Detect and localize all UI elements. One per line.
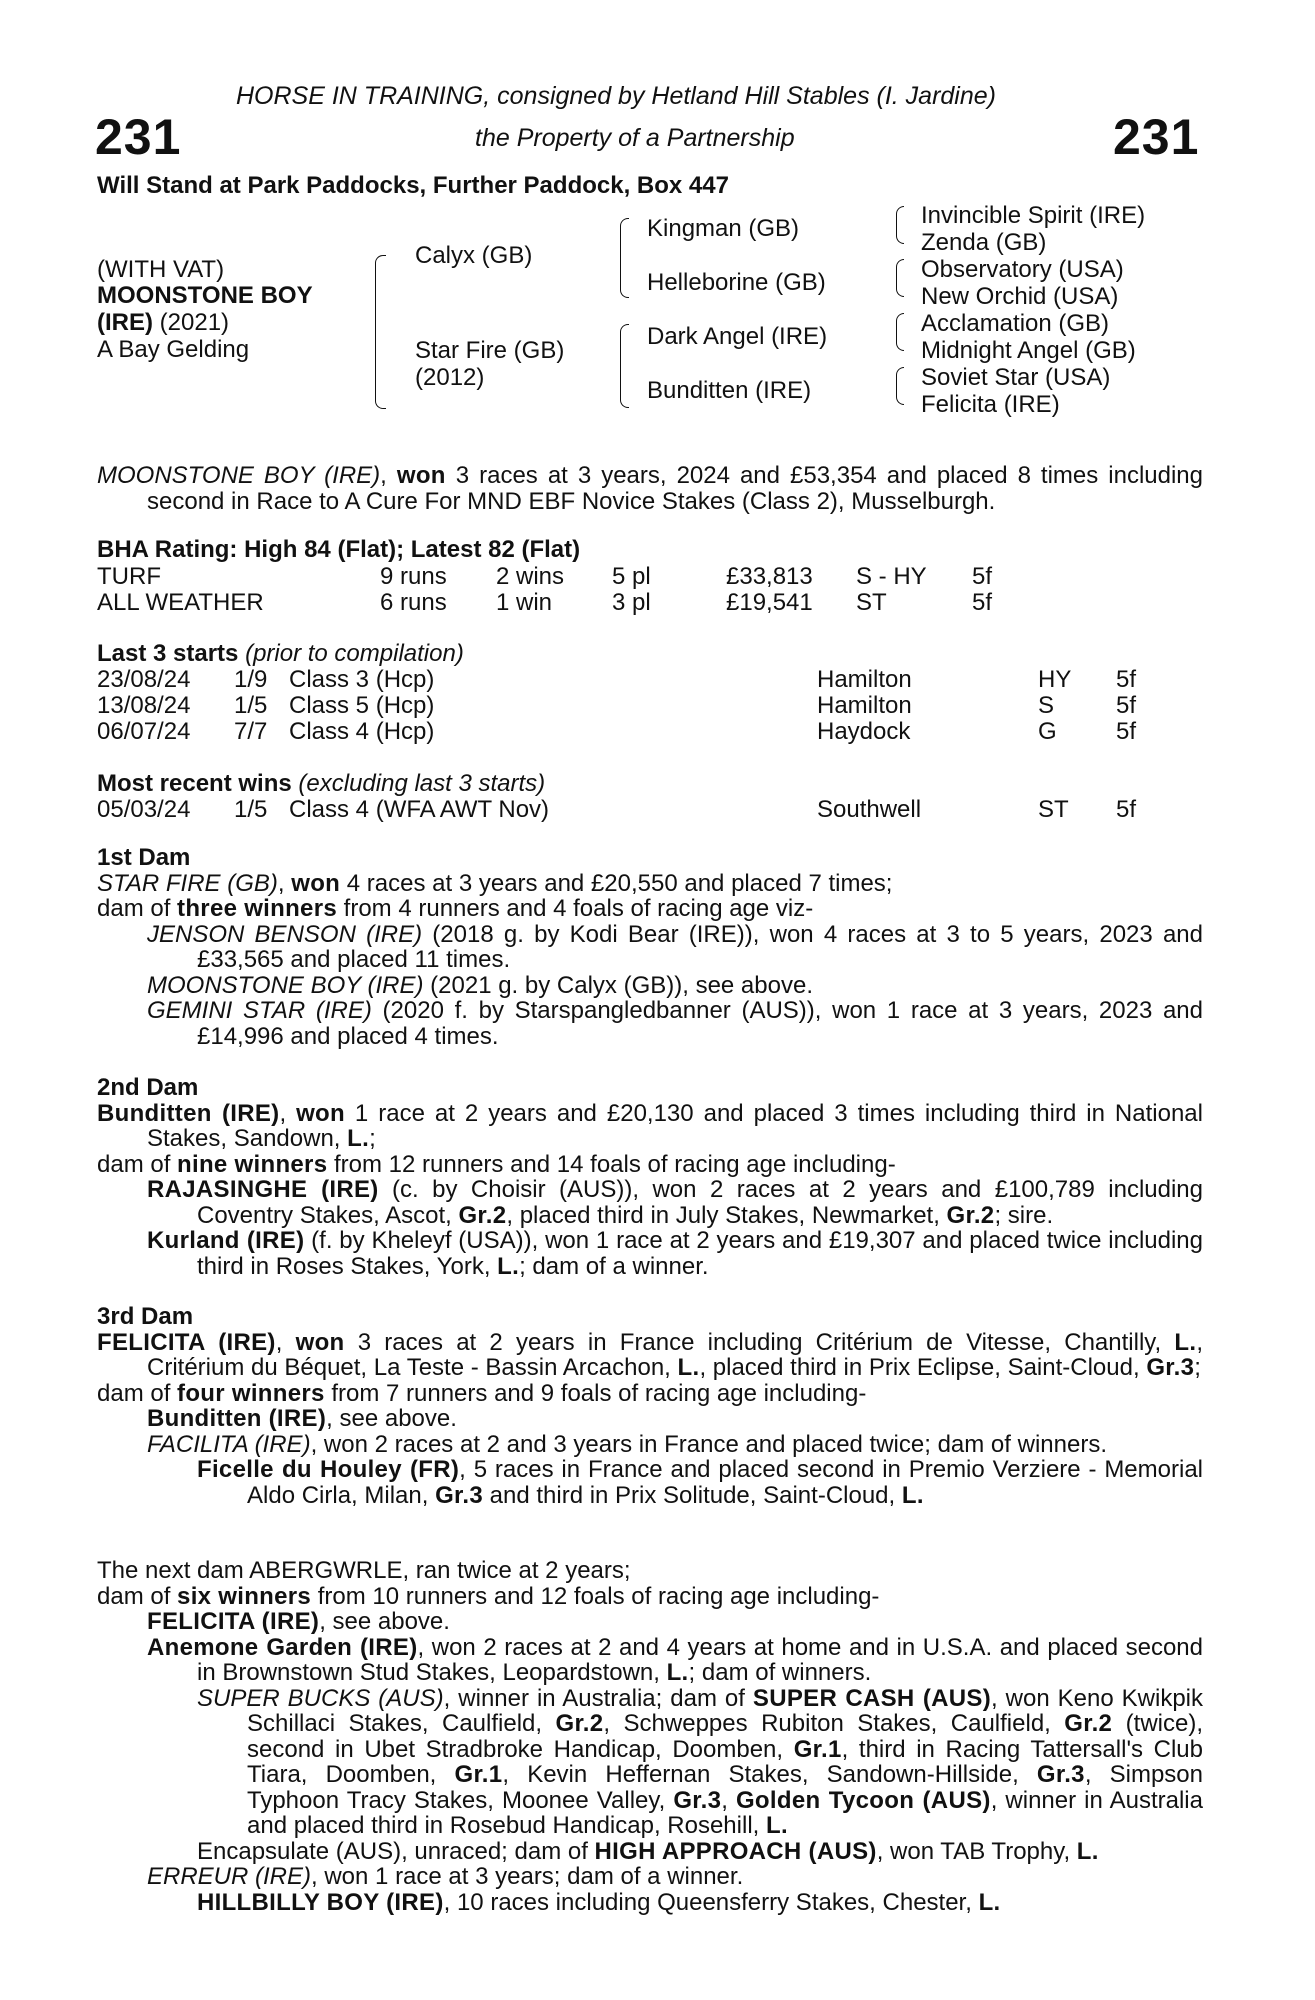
win-class: Class 4 (WFA AWT Nov)	[289, 796, 550, 823]
start-class: Class 4 (Hcp)	[289, 718, 435, 745]
progeny-name: SUPER BUCKS (AUS)	[197, 1684, 444, 1712]
progeny-details: , won 2 races at 2 and 3 years in France and placed twice; dam of winners.	[310, 1430, 1107, 1458]
progeny-item	[97, 922, 1203, 973]
third-dam-record: 3 races at 2 years in France including Critérium de Vitesse, Chantilly,	[344, 1328, 1175, 1356]
g4-8: Felicita (IRE)	[921, 391, 1060, 418]
pedigree-brace-sire	[620, 218, 629, 298]
start-date: 13/08/24	[97, 692, 191, 719]
first-dam-won: won	[291, 869, 341, 897]
summary-sep: ,	[380, 462, 397, 489]
first-dam-record: 4 races at 3 years and £20,550 and placed 7 times;	[340, 869, 893, 897]
vat-note: (WITH VAT)	[97, 256, 225, 283]
progeny-name: JENSON BENSON (IRE)	[147, 920, 423, 948]
win-distance: 5f	[1116, 796, 1137, 823]
progeny-item	[97, 1432, 1203, 1458]
group-marker: Gr.3	[435, 1481, 483, 1509]
start-going: S	[1038, 692, 1055, 719]
start-course: Hamilton	[817, 666, 912, 693]
bha-placed: 3 pl	[612, 589, 651, 616]
progeny-details: (f. by Kheleyf (USA)), won 1 race at 2 years and £19,307 and placed twice including third in Roses Stakes, York,	[197, 1227, 1204, 1280]
bha-wins: 2 wins	[496, 563, 565, 590]
first-dam-heading: 1st Dam	[97, 844, 191, 871]
second-dam-record: 1 race at 2 years and £20,130 and placed 3 times including third in National Stakes, Sandown,	[147, 1099, 1203, 1152]
progeny-details: Encapsulate (AUS), unraced; dam of	[197, 1837, 595, 1865]
progeny-details: , winner in Australia and placed third in Rosebud Handicap, Rosehill,	[247, 1786, 1203, 1839]
progeny-name: Bunditten (IRE)	[147, 1405, 327, 1432]
progeny-details: (2020 f. by Starspangledbanner (AUS)), won 1 race at 3 years, 2023 and £14,996 and placed 4 times.	[197, 997, 1203, 1050]
second-dam-name: Bunditten (IRE)	[97, 1099, 280, 1127]
recent-wins-note: (excluding last 3 starts)	[298, 770, 546, 797]
progeny-details: , Schweppes Rubiton Stakes, Caulfield,	[603, 1710, 1065, 1737]
progeny-name: HILLBILLY BOY (IRE)	[197, 1888, 444, 1916]
recent-wins-heading	[97, 770, 545, 798]
progeny-name: GEMINI STAR (IRE)	[147, 997, 372, 1024]
progeny-item	[97, 1864, 1203, 1890]
bha-placed: 5 pl	[612, 563, 651, 590]
progeny-details: ,	[721, 1786, 736, 1814]
second-dam-winners: nine winners	[177, 1150, 328, 1178]
next-dam-damof-post: from 10 runners and 12 foals of racing age including-	[311, 1582, 880, 1610]
progeny-name: MOONSTONE BOY (IRE)	[147, 971, 424, 999]
listed-marker: L.	[1076, 1837, 1099, 1865]
third-dam-damof-post: from 7 runners and 9 foals of racing age including-	[324, 1379, 867, 1407]
horse-country-year	[97, 310, 229, 335]
bha-distance: 5f	[972, 589, 993, 616]
third-dam-name: FELICITA (IRE)	[97, 1328, 276, 1356]
listed-marker: L.	[901, 1481, 924, 1509]
pedigree-brace-g2	[896, 259, 904, 297]
last-3-note: (prior to compilation)	[245, 640, 464, 667]
listed-marker: L.	[766, 1812, 788, 1839]
progeny-item	[97, 1839, 1203, 1865]
progeny-details: , Kevin Heffernan Stakes, Sandown-Hillside,	[502, 1761, 1037, 1788]
listed-marker: L.	[1174, 1328, 1197, 1356]
bha-rating: BHA Rating: High 84 (Flat); Latest 82 (Flat)	[97, 536, 581, 563]
bha-runs: 9 runs	[380, 563, 447, 590]
progeny-name: Anemone Garden (IRE)	[147, 1633, 418, 1661]
progeny-details: , won TAB Trophy,	[876, 1837, 1077, 1865]
pedigree-brace-main	[375, 255, 386, 409]
second-dam-section: 2nd Dam Bunditten (IRE), won 1 race at 2 years and £20,130 and placed 3 times including third in National Stakes, Sandown, L.; dam of nine winners from 12 runners and 14 foals of racing age including- RAJASINGHE (IRE) (c. by Choisir (AUS)), won 2 races at 2 years and £100,789 including Coventry Stakes, Ascot, Gr.2, placed third in July Stakes, Newmarket, Gr.2; sire. Kurland (IRE) (f. by Kheleyf (USA)), won 1 race at 2 years and £19,307 and placed twice including third in Roses Stakes, York, L.; dam of a winner.	[97, 1074, 1204, 1280]
start-position: 7/7	[234, 718, 268, 745]
dam-year: (2012)	[415, 364, 485, 391]
start-class: Class 3 (Hcp)	[289, 666, 435, 693]
progeny-item	[97, 998, 1203, 1049]
progeny-item	[97, 1686, 1203, 1839]
start-course: Haydock	[817, 718, 911, 745]
start-distance: 5f	[1116, 692, 1137, 719]
sire: Calyx (GB)	[415, 242, 533, 269]
progeny-details: , Simpson Typhoon Tracy Stakes, Moonee Valley,	[247, 1761, 1203, 1814]
progeny-name: Golden Tycoon (AUS)	[735, 1786, 991, 1814]
third-dam-record: , Critérium du Béquet, La Teste - Bassin Arcachon,	[147, 1328, 1203, 1381]
progeny-item	[97, 1609, 1203, 1635]
listed-marker: L.	[978, 1888, 1001, 1916]
progeny-name: FACILITA (IRE)	[147, 1430, 311, 1458]
win-course: Southwell	[817, 796, 922, 823]
win-position: 1/5	[234, 796, 268, 823]
progeny-item	[97, 1177, 1203, 1228]
second-dam-damof-post: from 12 runners and 14 foals of racing age including-	[327, 1150, 896, 1178]
progeny-item	[97, 1406, 1203, 1432]
progeny-item	[97, 1635, 1203, 1686]
progeny-name: ERREUR (IRE)	[147, 1863, 312, 1890]
g4-3: Observatory (USA)	[921, 256, 1124, 283]
start-position: 1/9	[234, 666, 268, 693]
horse-country: (IRE)	[97, 309, 153, 336]
third-dam-end: ;	[1194, 1354, 1201, 1381]
progeny-name: HIGH APPROACH (AUS)	[594, 1837, 877, 1865]
next-dam-intro: The next dam ABERGWRLE, ran twice at 2 years;	[97, 1557, 631, 1584]
bha-wins: 1 win	[496, 589, 553, 616]
first-dam-winners: three winners	[177, 895, 337, 922]
last-3-starts-heading	[97, 640, 464, 668]
group-marker: Gr.3	[673, 1786, 722, 1814]
progeny-details: , 10 races including Queensferry Stakes, Chester,	[443, 1888, 979, 1916]
progeny-details: , see above.	[319, 1608, 450, 1635]
start-date: 23/08/24	[97, 666, 191, 693]
lot-number-left: 231	[95, 109, 182, 165]
second-dam-damof-pre: dam of	[97, 1150, 178, 1178]
progeny-details: , won 2 races at 2 and 4 years at home and in U.S.A. and placed second in Brownstown Stud Stakes, Leopardstown,	[197, 1633, 1204, 1686]
progeny-item	[97, 1890, 1203, 1916]
start-going: G	[1038, 718, 1057, 745]
listed-marker: L.	[497, 1252, 520, 1280]
progeny-details: ; dam of winners.	[688, 1659, 872, 1686]
win-going: ST	[1038, 796, 1069, 823]
pedigree-brace-g1	[896, 206, 904, 244]
first-dam-damof-post: from 4 runners and 4 foals of racing age viz-	[337, 895, 814, 922]
recent-wins-title: Most recent wins	[97, 770, 292, 797]
third-dam-damof-pre: dam of	[97, 1379, 178, 1407]
third-dam-section: 3rd Dam FELICITA (IRE), won 3 races at 2 years in France including Critérium de Vitesse, Chantilly, L., Critérium du Béquet, La Teste - Bassin Arcachon, L., placed third in Prix Eclipse, Saint-Cloud, Gr.3; dam of four winners from 7 runners and 9 foals of racing age including- Bunditten (IRE), see above. FACILITA (IRE), won 2 races at 2 and 3 years in France and placed twice; dam of winners. Ficelle du Houley (FR), 5 races in France and placed second in Premio Verziere - Memorial Aldo Cirla, Milan, Gr.3 and third in Prix Solitude, Saint-Cloud, L.	[97, 1303, 1204, 1509]
next-dam-damof-pre: dam of	[97, 1582, 178, 1610]
pedigree-brace-g4	[896, 367, 904, 405]
horse-year: (2021)	[159, 309, 230, 336]
group-marker: Gr.2	[458, 1201, 507, 1229]
group-marker: Gr.2	[946, 1201, 995, 1229]
horse-description: A Bay Gelding	[97, 336, 250, 363]
group-marker: Gr.1	[454, 1761, 503, 1788]
first-dam-name: STAR FIRE (GB)	[97, 869, 278, 897]
progeny-item	[97, 1457, 1203, 1508]
progeny-name: Ficelle du Houley (FR)	[197, 1456, 460, 1483]
g4-7: Soviet Star (USA)	[921, 364, 1111, 391]
bha-runs: 6 runs	[380, 589, 447, 616]
bha-going: ST	[856, 589, 887, 616]
progeny-details: , won Keno Kwikpik Schillaci Stakes, Caulfield,	[247, 1684, 1203, 1737]
progeny-details: (2021 g. by Calyx (GB)), see above.	[423, 971, 813, 999]
dam-sire: Dark Angel (IRE)	[647, 323, 828, 350]
first-dam-damof-pre: dam of	[97, 895, 178, 922]
progeny-name: Kurland (IRE)	[147, 1227, 305, 1254]
start-class: Class 5 (Hcp)	[289, 692, 435, 719]
start-distance: 5f	[1116, 666, 1137, 693]
group-marker: Gr.2	[1064, 1710, 1113, 1737]
bha-distance: 5f	[972, 563, 993, 590]
last-3-title: Last 3 starts	[97, 640, 239, 667]
progeny-name: FELICITA (IRE)	[147, 1608, 320, 1635]
progeny-name: SUPER CASH (AUS)	[752, 1684, 991, 1712]
bha-surface: ALL WEATHER	[97, 589, 264, 616]
progeny-details: (twice), second in Ubet Stradbroke Handicap, Doomben,	[247, 1710, 1203, 1763]
bha-going: S - HY	[856, 563, 927, 590]
dam-dam: Bunditten (IRE)	[647, 377, 812, 404]
summary-horse-name: MOONSTONE BOY (IRE)	[97, 462, 381, 489]
pedigree-brace-dam	[620, 324, 629, 408]
g4-5: Acclamation (GB)	[921, 310, 1110, 337]
start-date: 06/07/24	[97, 718, 191, 745]
progeny-item	[97, 973, 1203, 999]
third-dam-record: , placed third in Prix Eclipse, Saint-Cloud,	[699, 1354, 1147, 1381]
next-dam-winners: six winners	[177, 1582, 312, 1610]
bha-surface: TURF	[97, 563, 161, 590]
progeny-item	[97, 1228, 1203, 1279]
sire-sire: Kingman (GB)	[647, 215, 800, 242]
race-summary	[97, 463, 1203, 514]
start-going: HY	[1038, 666, 1072, 693]
second-dam-won: won	[296, 1099, 345, 1127]
progeny-name: RAJASINGHE (IRE)	[147, 1176, 379, 1203]
progeny-details: (c. by Choisir (AUS)), won 2 races at 2 years and £100,789 including Coventry Stakes, Ascot,	[197, 1176, 1203, 1229]
listed-marker: L.	[347, 1125, 370, 1152]
pedigree-brace-g3	[896, 313, 904, 351]
group-marker: Gr.1	[793, 1735, 842, 1763]
win-date: 05/03/24	[97, 796, 191, 823]
start-position: 1/5	[234, 692, 268, 719]
progeny-details: , see above.	[326, 1405, 457, 1432]
group-marker: Gr.3	[1036, 1761, 1085, 1788]
summary-won: won	[396, 462, 446, 489]
lot-number-right: 231	[1113, 109, 1200, 165]
first-dam-section: 1st Dam STAR FIRE (GB), won 4 races at 3 years and £20,550 and placed 7 times; dam of three winners from 4 runners and 4 foals of racing age viz- JENSON BENSON (IRE) (2018 g. by Kodi Bear (IRE)), won 4 races at 3 to 5 years, 2023 and £33,565 and placed 11 times. MOONSTONE BOY (IRE) (2021 g. by Calyx (GB)), see above. GEMINI STAR (IRE) (2020 f. by Starspangledbanner (AUS)), won 1 race at 3 years, 2023 and £14,996 and placed 4 times.	[97, 844, 1203, 1050]
listed-marker: L.	[666, 1659, 689, 1686]
progeny-details: and third in Prix Solitude, Saint-Cloud,	[482, 1481, 902, 1509]
second-dam-heading: 2nd Dam	[97, 1074, 199, 1101]
third-dam-winners: four winners	[177, 1379, 325, 1407]
bha-prize: £33,813	[726, 563, 813, 590]
g4-2: Zenda (GB)	[921, 229, 1047, 256]
progeny-details: ; dam of a winner.	[519, 1252, 709, 1280]
start-course: Hamilton	[817, 692, 912, 719]
progeny-details: (2018 g. by Kodi Bear (IRE)), won 4 races at 3 to 5 years, 2023 and £33,565 and placed 11 times.	[197, 920, 1203, 973]
progeny-details: ; sire.	[994, 1201, 1054, 1229]
next-dam-section	[97, 1558, 1203, 1915]
third-dam-heading: 3rd Dam	[97, 1303, 194, 1330]
dam: Star Fire (GB)	[415, 337, 565, 364]
group-marker: Gr.3	[1146, 1354, 1195, 1381]
g4-4: New Orchid (USA)	[921, 283, 1119, 310]
third-dam-won: won	[295, 1328, 345, 1356]
start-distance: 5f	[1116, 718, 1137, 745]
consignment-line: HORSE IN TRAINING, consigned by Hetland Hill Stables (I. Jardine)	[236, 82, 996, 110]
progeny-details: , 5 races in France and placed second in Premio Verziere - Memorial Aldo Cirla, Milan,	[247, 1456, 1204, 1509]
progeny-details: , won 1 race at 3 years; dam of a winner.	[311, 1863, 744, 1890]
property-line: the Property of a Partnership	[475, 124, 795, 152]
stable-location: Will Stand at Park Paddocks, Further Paddock, Box 447	[97, 172, 729, 199]
progeny-details: , placed third in July Stakes, Newmarket,	[506, 1201, 947, 1229]
bha-prize: £19,541	[726, 589, 813, 616]
listed-marker: L.	[677, 1354, 700, 1381]
group-marker: Gr.2	[555, 1710, 604, 1737]
sire-dam: Helleborine (GB)	[647, 269, 826, 296]
progeny-details: , winner in Australia; dam of	[443, 1684, 753, 1712]
horse-name: MOONSTONE BOY	[97, 282, 313, 309]
progeny-details: , third in Racing Tattersall's Club Tiara, Doomben,	[247, 1735, 1203, 1788]
second-dam-end: ;	[369, 1125, 376, 1152]
g4-1: Invincible Spirit (IRE)	[921, 202, 1146, 229]
summary-text: 3 races at 3 years, 2024 and £53,354 and placed 8 times including second in Race to A Cure For MND EBF Novice Stakes (Class 2), Musselburgh.	[147, 462, 1204, 515]
g4-6: Midnight Angel (GB)	[921, 337, 1136, 364]
